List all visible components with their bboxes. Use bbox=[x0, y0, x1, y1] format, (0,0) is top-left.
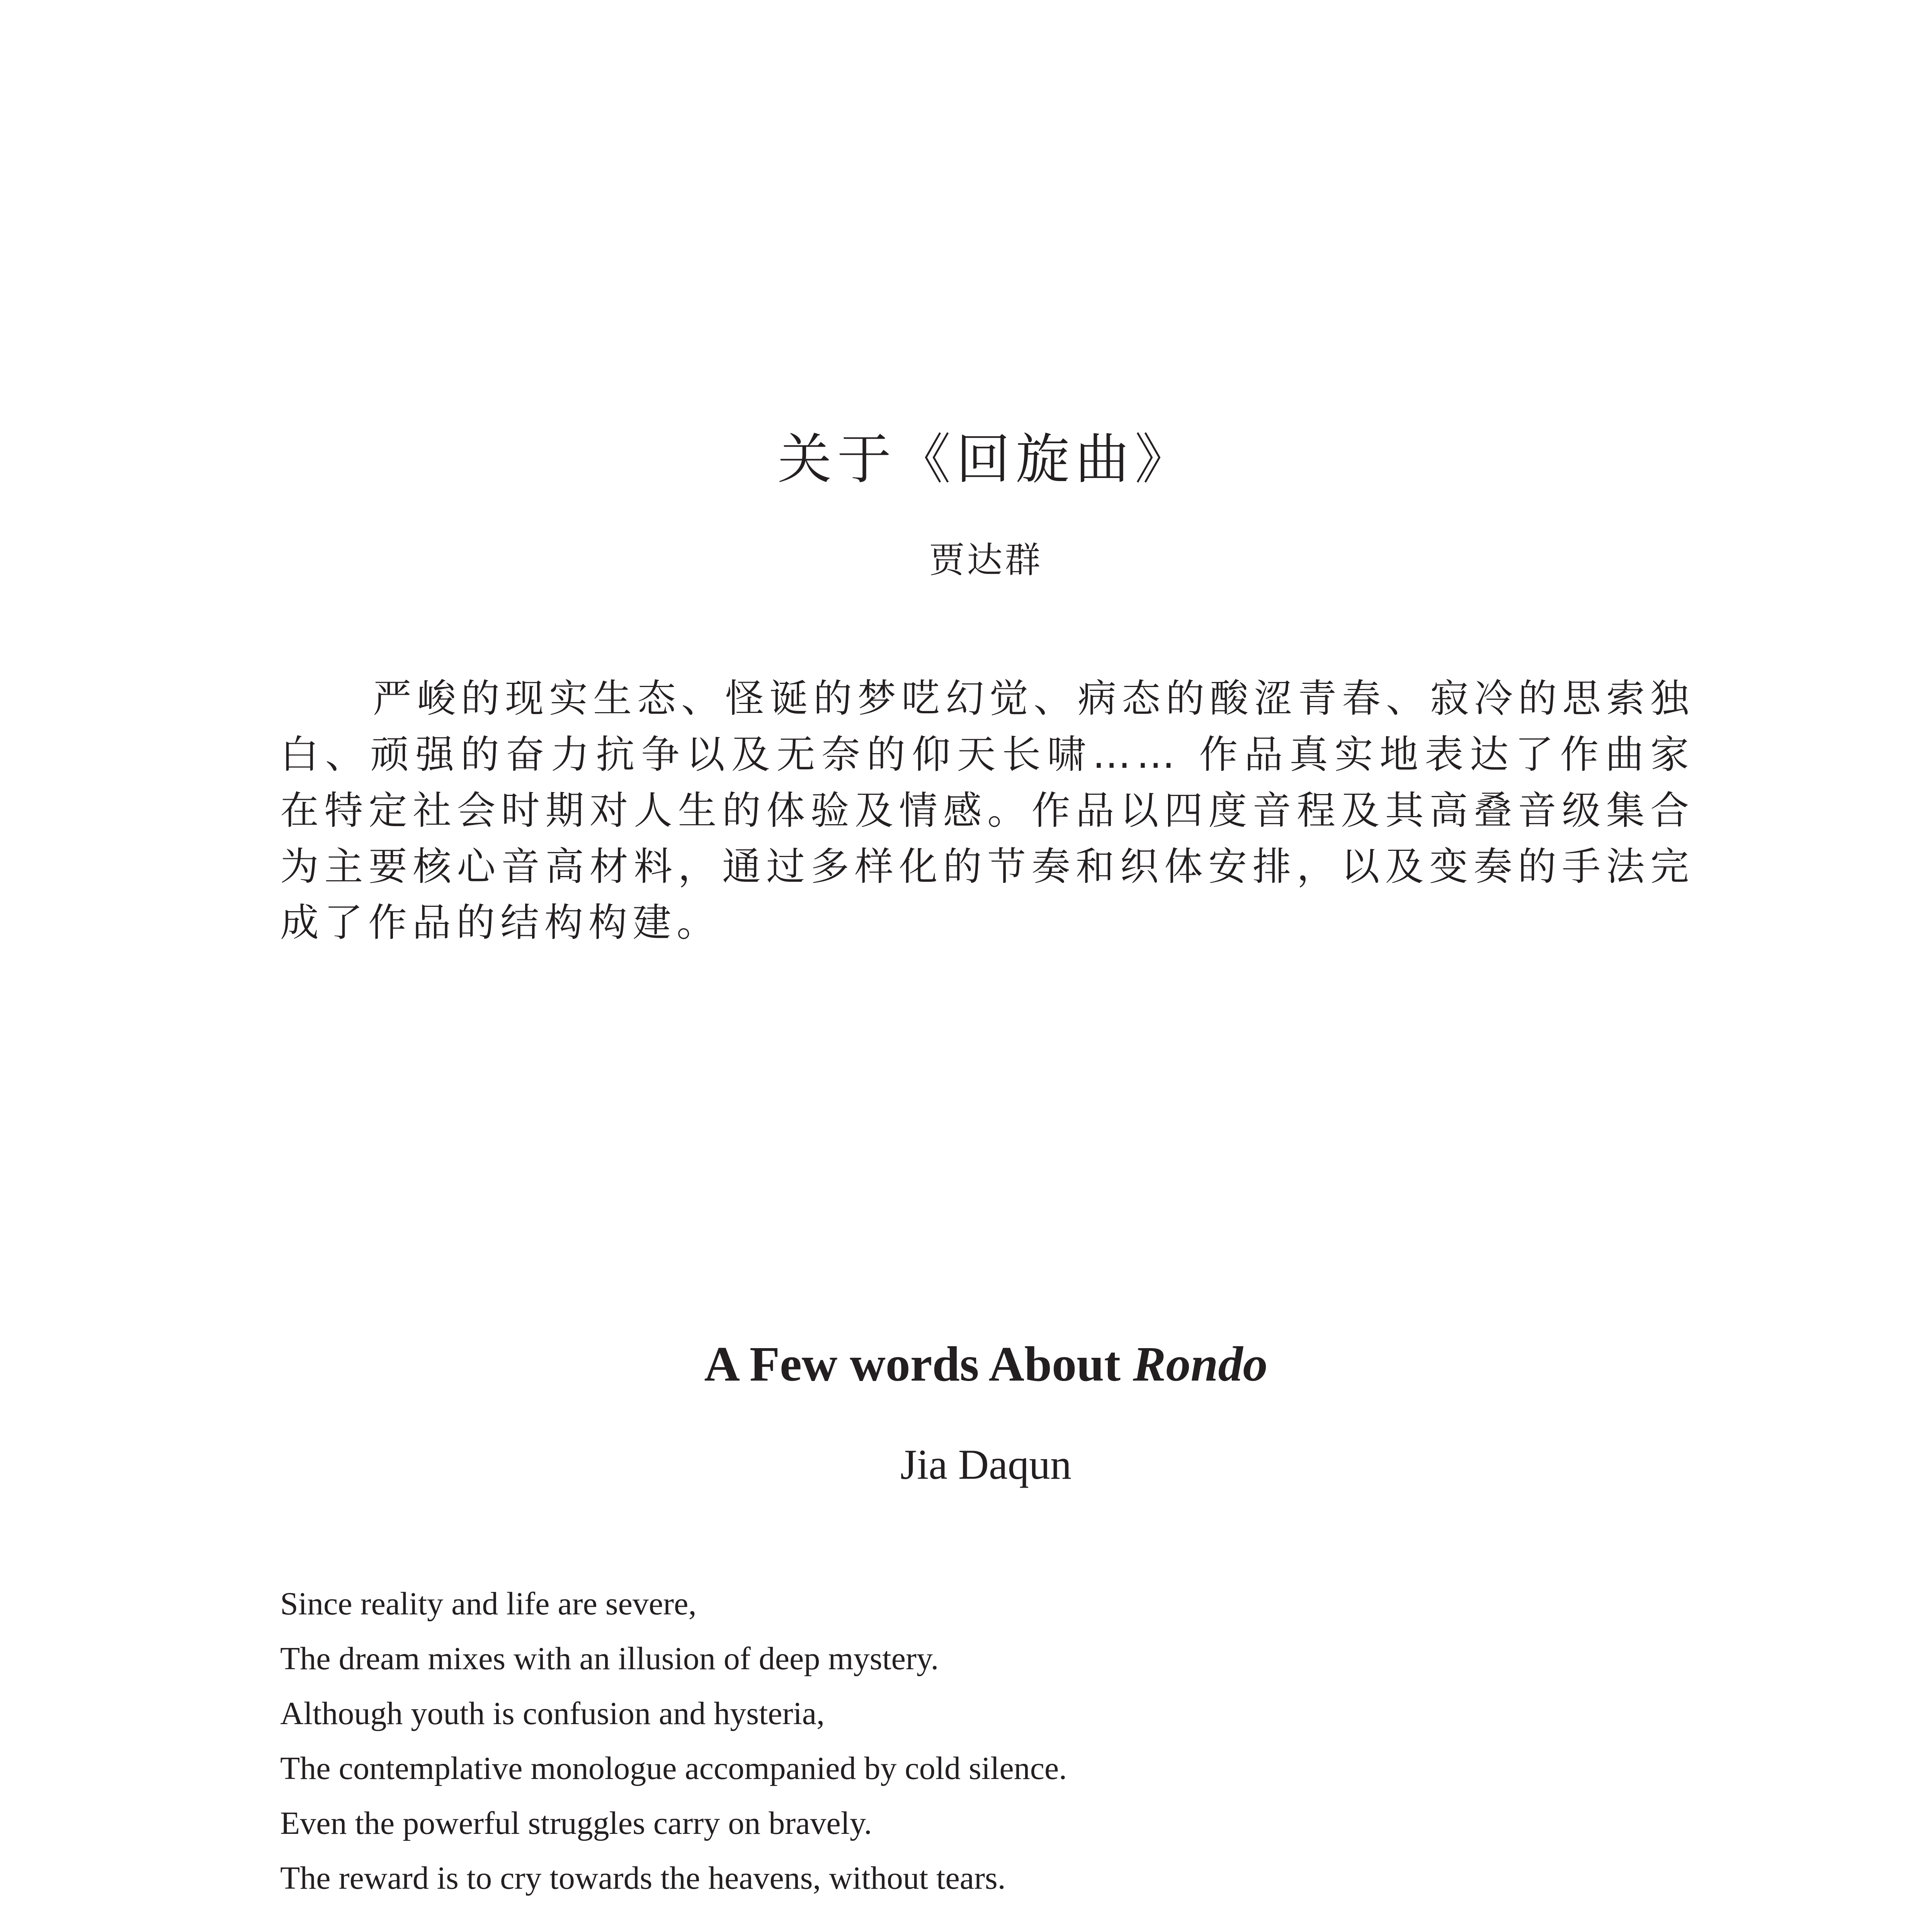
chinese-title: 关于《回旋曲》 bbox=[777, 428, 1194, 491]
chinese-paragraph: 严峻的现实生态、怪诞的梦呓幻觉、病态的酸涩青春、寂冷的思索独白、顽强的奋力抗争以及无奈的仰天长啸…… 作品真实地表达了作曲家在特定社会时期对人生的体验及情感。作品以四度音程及其高叠音级集合为主要核心音高材料，通过多样化的节奏和织体安排，以及变奏的手法完成了作品的结构构建。 bbox=[280, 676, 1694, 945]
poem-line: The dream mixes with an illusion of deep mystery. bbox=[280, 1641, 939, 1677]
poem bbox=[280, 1577, 1710, 1906]
english-title-prefix: A Few words About bbox=[704, 1337, 1133, 1391]
english-title bbox=[0, 1333, 1932, 1395]
chinese-author: 贾达群 bbox=[929, 539, 1043, 581]
english-title-work: Rondo bbox=[1133, 1337, 1268, 1391]
english-author: Jia Daqun bbox=[900, 1441, 1071, 1488]
poem-line: Although youth is confusion and hysteria, bbox=[280, 1696, 825, 1731]
poem-line: The contemplative monologue accompanied by cold silence. bbox=[280, 1750, 1067, 1786]
poem-line: The reward is to cry towards the heavens, without tears. bbox=[280, 1860, 1006, 1896]
poem-line: Since reality and life are severe, bbox=[280, 1586, 697, 1622]
poem-line: Even the powerful struggles carry on bravely. bbox=[280, 1805, 872, 1841]
